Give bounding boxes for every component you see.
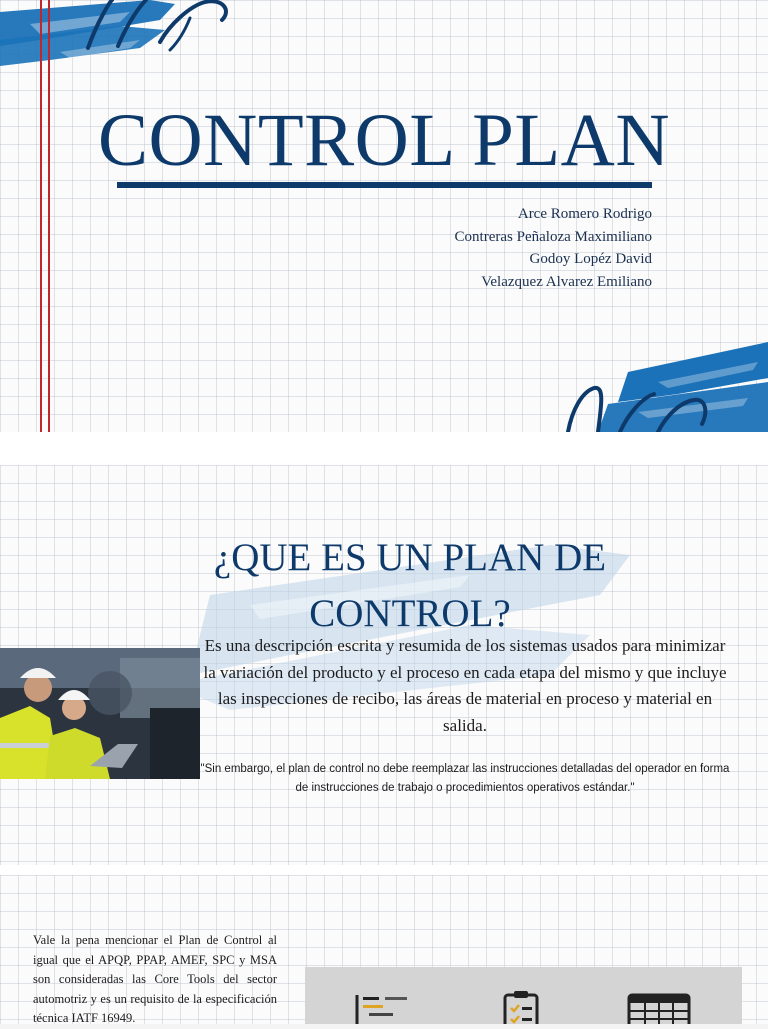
brush-stroke-top-left	[0, 0, 240, 80]
vertical-rule	[40, 0, 42, 432]
gantt-chart-icon	[353, 991, 413, 1024]
slide-gap	[0, 865, 768, 875]
quote-text: "Sin embargo, el plan de control no debe reemplazar las instrucciones detalladas del operador en forma de instrucciones de trabajo o procedimientos operativos estándar."	[200, 763, 730, 794]
spreadsheet-table-icon	[627, 991, 691, 1024]
author-name: Velazquez Alvarez Emiliano	[481, 273, 652, 290]
author-name: Arce Romero Rodrigo	[517, 206, 652, 222]
title-slide	[0, 0, 768, 432]
workers-photo	[0, 648, 200, 779]
clipboard-checklist-icon	[501, 991, 541, 1024]
author-name: Contreras Peñaloza Maximiliano	[454, 228, 652, 245]
section-heading	[80, 530, 740, 642]
core-tools-paragraph: Vale la pena mencionar el Plan de Control al igual que el APQP, PPAP, AMEF, SPC y MSA son consideradas las Core Tools del sector automotriz y es un requisito de la especificación técnica IATF 16949.	[33, 933, 277, 1025]
title-underline	[117, 182, 652, 188]
brush-stroke-bottom-right	[558, 342, 768, 432]
page-title: CONTROL PLAN	[98, 99, 670, 182]
heading-line: ¿QUE ES UN PLAN DE	[213, 536, 607, 579]
tools-icon-panel	[305, 967, 742, 1024]
vertical-rule	[48, 0, 50, 432]
author-list	[455, 203, 652, 293]
heading-line: CONTROL?	[309, 592, 511, 635]
definition-text: Es una descripción escrita y resumida de los sistemas usados para minimizar la variación del producto y el proceso en cada etapa del mismo y que incluye las inspecciones de recibo, las áreas de material en proceso y material en salida.	[203, 636, 727, 735]
author-name: Godoy Lopéz David	[529, 251, 652, 267]
slide-gap	[0, 432, 768, 465]
